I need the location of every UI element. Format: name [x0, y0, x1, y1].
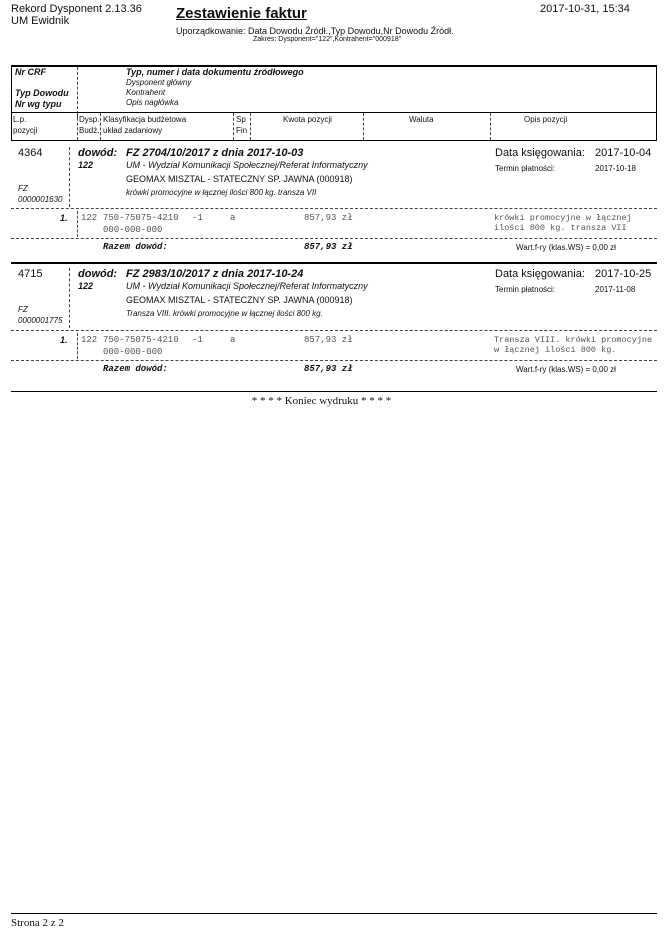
- invoice-crf: 4715: [18, 268, 43, 280]
- legend-opis-pozycji: Opis pozycji: [524, 115, 568, 124]
- end-of-print: * * * * Koniec wydruku * * * *: [251, 395, 392, 407]
- invoice-separator: [11, 330, 657, 331]
- invoice-type: FZ: [18, 305, 28, 314]
- legend-divider-3: [233, 113, 234, 140]
- doc-label: dowód:: [78, 268, 118, 280]
- legend-kontrahent: Kontrahent: [126, 88, 166, 97]
- print-datetime: 2017-10-31, 15:34: [540, 3, 630, 15]
- legend-pozycji: pozycji: [13, 126, 38, 135]
- invoice-value: Wart.f-ry (klas.WS) = 0,00 zł: [516, 243, 616, 252]
- header-description: krówki promocyjne w łącznej ilości 800 kg. transza VII: [126, 188, 317, 197]
- legend-right-border: [656, 65, 657, 141]
- invoice-crf: 4364: [18, 147, 43, 159]
- invoice-nr: 0000001775: [18, 316, 63, 325]
- legend-left-border: [11, 65, 12, 141]
- line-fin: a: [230, 213, 236, 223]
- legend-bottom-border: [11, 140, 657, 141]
- due-date: 2017-10-18: [595, 164, 636, 173]
- org-name: UM Ewidnik: [11, 15, 70, 27]
- header-description: Transza VIII. krówki promocyjne w łącznej ilości 800 kg.: [126, 309, 323, 318]
- line-amount: 857,93 zł: [304, 213, 353, 223]
- legend-divider-5: [363, 113, 364, 140]
- line-uklad: 000-000-000: [103, 225, 163, 235]
- dysponent-name: UM - Wydział Komunikacji Społecznej/Referat Informatyczny: [126, 281, 368, 291]
- legend-fin: Fin: [236, 126, 248, 135]
- legend-top-border: [11, 65, 657, 67]
- kontrahent: GEOMAX MISZTAL - STATECZNY SP. JAWNA (000918): [126, 174, 353, 184]
- line-sp: -1: [192, 213, 203, 223]
- invoice-divider: [69, 147, 70, 207]
- doc-label: dowód:: [78, 147, 118, 159]
- legend-uklad: układ zadaniowy: [103, 126, 163, 135]
- invoice-divider: [69, 268, 70, 328]
- line-sp: -1: [192, 335, 203, 345]
- booking-label: Data księgowania:: [495, 268, 585, 280]
- invoice-nr: 0000001630: [18, 195, 63, 204]
- legend-typ-dowodu: Typ Dowodu: [15, 88, 69, 98]
- sum-label: Razem dowód:: [103, 242, 168, 252]
- legend-lp: L.p.: [13, 115, 27, 124]
- legend-nr-wg-typu: Nr wg typu: [15, 99, 62, 109]
- line-klasyfikacja: 750-75075-4210: [103, 335, 179, 345]
- page-number: Strona 2 z 2: [11, 917, 64, 929]
- booking-label: Data księgowania:: [495, 147, 585, 159]
- legend-budz: Budż.: [79, 126, 100, 135]
- sum-amount: 857,93 zł: [304, 364, 353, 374]
- legend-nr-crf: Nr CRF: [15, 67, 46, 77]
- line-no: 1.: [60, 213, 68, 223]
- dysponent-name: UM - Wydział Komunikacji Społecznej/Referat Informatyczny: [126, 160, 368, 170]
- legend-dysp: Dysp.: [79, 115, 100, 124]
- legend-mid-border: [11, 112, 657, 113]
- invoice-end-line: [11, 391, 657, 392]
- line-uklad: 000-000-000: [103, 347, 163, 357]
- line-no: 1.: [60, 335, 68, 345]
- booking-date: 2017-10-25: [595, 268, 652, 280]
- booking-date: 2017-10-04: [595, 147, 652, 159]
- line-fin: a: [230, 335, 236, 345]
- scope-info: Zakres: Dysponent="122",Kontrahent="000918": [253, 36, 402, 43]
- line-divider: [77, 333, 78, 359]
- doc-number: FZ 2704/10/2017 z dnia 2017-10-03: [126, 147, 304, 159]
- legend-sp: Sp: [236, 115, 246, 124]
- dysponent-code: 122: [78, 281, 94, 291]
- invoice-type: FZ: [18, 184, 28, 193]
- line-separator: [11, 238, 657, 239]
- due-label: Termin płatności:: [495, 285, 556, 294]
- line-separator: [11, 360, 657, 361]
- legend-waluta: Waluta: [409, 115, 434, 124]
- line-divider: [77, 211, 78, 237]
- legend-kwota: Kwota pozycji: [283, 115, 332, 124]
- invoice-end-line: [11, 262, 657, 264]
- invoice-separator: [11, 208, 657, 209]
- line-klasyfikacja: 750-75075-4210: [103, 213, 179, 223]
- sum-label: Razem dowód:: [103, 364, 168, 374]
- line-dysp: 122: [81, 335, 98, 345]
- legend-divider-1: [77, 113, 78, 140]
- line-dysp: 122: [81, 213, 98, 223]
- ordering-info: Uporządkowanie: Data Dowodu Źródł.,Typ Dowodu,Nr Dowodu Źródł.: [176, 26, 454, 36]
- due-label: Termin płatności:: [495, 164, 556, 173]
- dysponent-code: 122: [78, 160, 94, 170]
- page-title: Zestawienie faktur: [176, 5, 307, 22]
- sum-amount: 857,93 zł: [304, 242, 353, 252]
- kontrahent: GEOMAX MISZTAL - STATECZNY SP. JAWNA (000918): [126, 295, 353, 305]
- doc-number: FZ 2983/10/2017 z dnia 2017-10-24: [126, 268, 304, 280]
- line-amount: 857,93 zł: [304, 335, 353, 345]
- legend-divider-6: [490, 113, 491, 140]
- footer-line: [11, 913, 657, 914]
- legend-dysponent: Dysponent główny: [126, 78, 192, 87]
- legend-klasyfikacja: Klasyfikacja budżetowa: [103, 115, 187, 124]
- legend-divider-2: [100, 113, 101, 140]
- line-description: krówki promocyjne w łącznej ilości 800 kg. transza VII: [494, 213, 632, 233]
- due-date: 2017-11-08: [595, 285, 636, 294]
- legend-opis: Opis nagłówka: [126, 98, 179, 107]
- line-description: Transza VIII. krówki promocyjne w łącznej ilości 800 kg.: [494, 335, 653, 355]
- legend-doc-type: Typ, numer i data dokumentu źródłowego: [126, 67, 304, 77]
- app-name: Rekord Dysponent 2.13.36: [11, 3, 142, 15]
- invoice-value: Wart.f-ry (klas.WS) = 0,00 zł: [516, 365, 616, 374]
- legend-divider-4: [250, 113, 251, 140]
